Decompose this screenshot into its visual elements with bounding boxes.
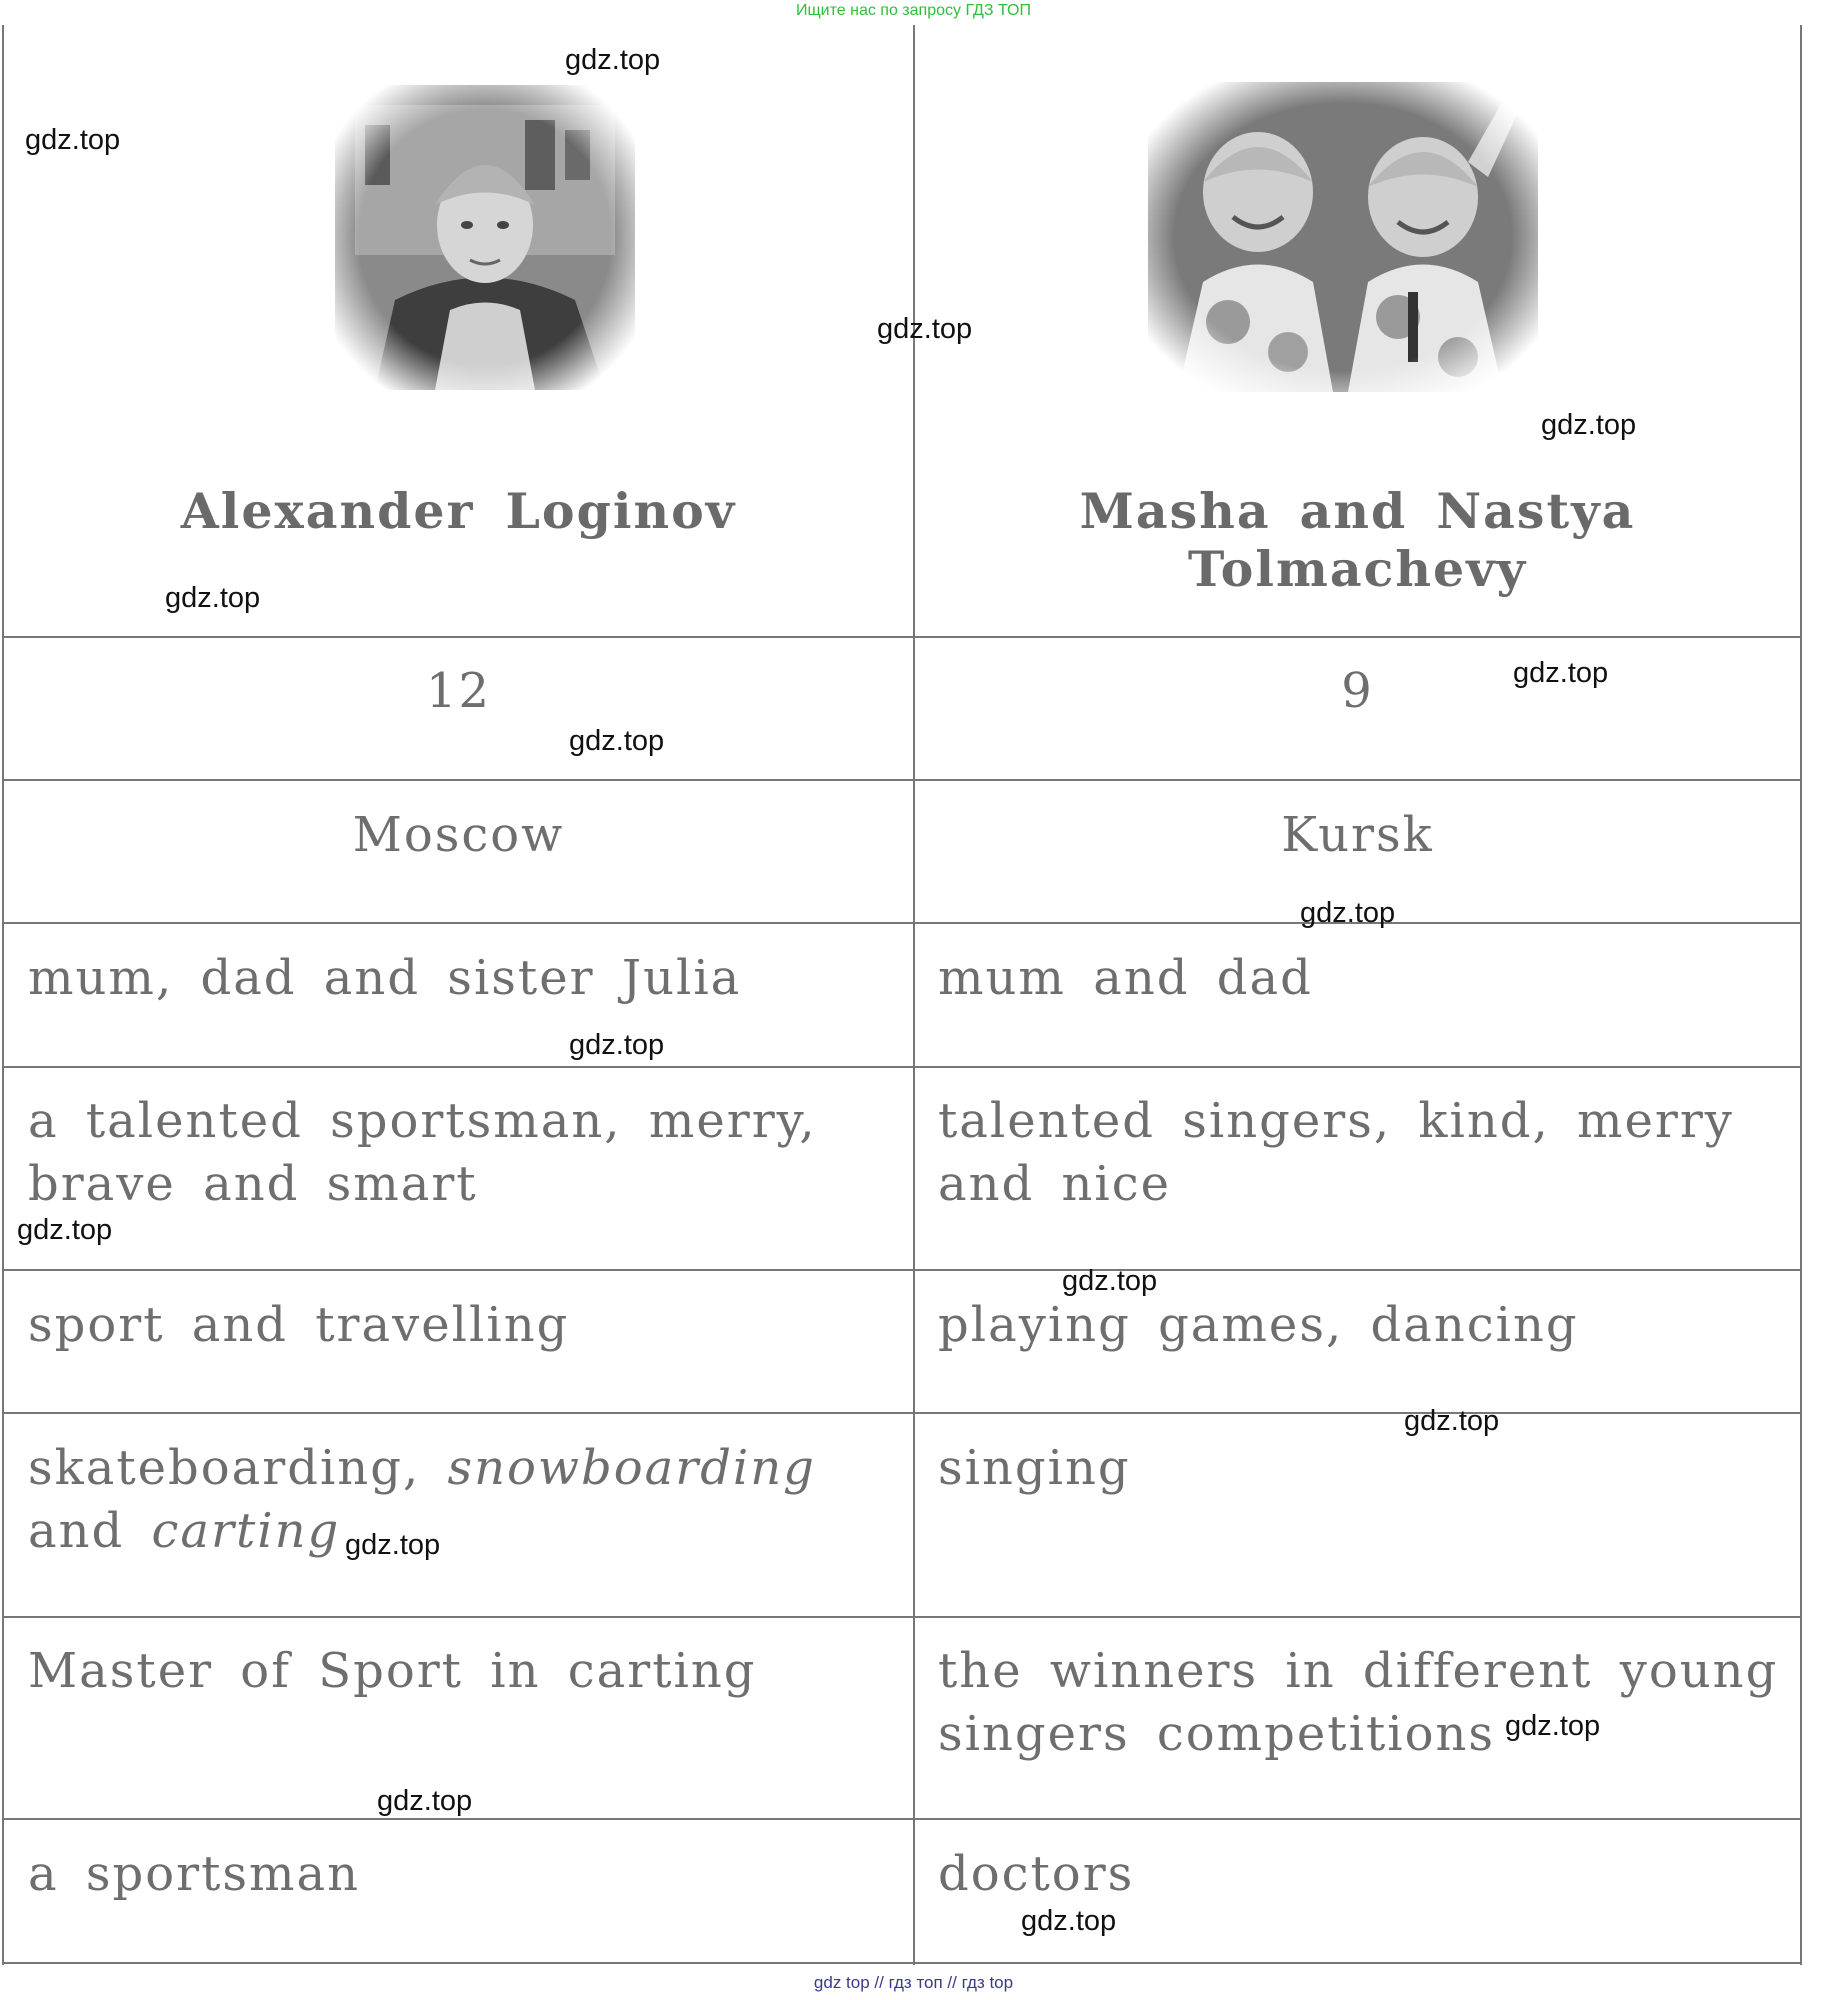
top-banner: Ищите нас по запросу ГДЗ ТОП bbox=[796, 2, 1031, 19]
family-alexander: mum, dad and sister Julia bbox=[28, 950, 742, 1006]
watermark: gdz.top bbox=[1300, 897, 1396, 929]
future-masha-nastya: doctors bbox=[938, 1846, 1135, 1902]
table-left-border bbox=[2, 25, 4, 1965]
table-bottom-border bbox=[2, 1962, 1800, 1964]
city-masha-nastya: Kursk bbox=[1281, 807, 1434, 863]
row-divider-6 bbox=[2, 1412, 1800, 1414]
age-alexander: 12 bbox=[425, 663, 492, 719]
watermark: gdz.top bbox=[1505, 1710, 1601, 1742]
watermark: gdz.top bbox=[565, 44, 661, 76]
hobbies-alexander-part1: skateboarding, bbox=[28, 1440, 421, 1496]
family-masha-nastya: mum and dad bbox=[938, 950, 1313, 1006]
bottom-banner: gdz top // гдз топ // гдз top bbox=[813, 1973, 1014, 1992]
watermark: gdz.top bbox=[17, 1214, 113, 1246]
interests-alexander: sport and travelling bbox=[28, 1297, 570, 1353]
interests-masha-nastya: playing games, dancing bbox=[938, 1297, 1579, 1353]
future-alexander: a sportsman bbox=[28, 1846, 361, 1902]
character-masha-nastya-line1: talented singers, kind, merry bbox=[938, 1093, 1734, 1149]
table-right-border bbox=[1800, 25, 1802, 1965]
character-alexander-line1: a talented sportsman, merry, bbox=[28, 1093, 817, 1149]
character-alexander-line2: brave and smart bbox=[28, 1156, 478, 1212]
watermark: gdz.top bbox=[25, 124, 121, 156]
achievements-alexander: Master of Sport in carting bbox=[28, 1643, 757, 1699]
hobbies-alexander-line2 bbox=[28, 1500, 340, 1563]
name-masha-nastya: Masha and Nastya Tolmachevy bbox=[1079, 482, 1636, 598]
watermark: gdz.top bbox=[569, 1029, 665, 1061]
city-alexander: Moscow bbox=[352, 807, 565, 863]
watermark: gdz.top bbox=[377, 1785, 473, 1817]
photo-alexander bbox=[335, 85, 635, 390]
row-divider-8 bbox=[2, 1818, 1800, 1820]
watermark: gdz.top bbox=[345, 1529, 441, 1561]
hobbies-alexander-line1 bbox=[28, 1437, 816, 1500]
row-divider-3 bbox=[2, 922, 1800, 924]
row-divider-4 bbox=[2, 1066, 1800, 1068]
row-divider-7 bbox=[2, 1616, 1800, 1618]
watermark: gdz.top bbox=[1021, 1905, 1117, 1937]
watermark: gdz.top bbox=[877, 313, 973, 345]
hobbies-alexander-part3: and bbox=[28, 1503, 125, 1559]
character-masha-nastya-line2: and nice bbox=[938, 1156, 1172, 1212]
row-divider-2 bbox=[2, 779, 1800, 781]
row-divider-1 bbox=[2, 636, 1800, 638]
photo-masha-nastya bbox=[1148, 82, 1538, 392]
watermark: gdz.top bbox=[1062, 1265, 1158, 1297]
achievements-masha-nastya-line1: the winners in different young bbox=[938, 1643, 1779, 1699]
achievements-masha-nastya-line2: singers competitions bbox=[938, 1706, 1496, 1762]
row-divider-5 bbox=[2, 1269, 1800, 1271]
watermark: gdz.top bbox=[1404, 1405, 1500, 1437]
hobbies-alexander-part2: snowboarding bbox=[447, 1440, 816, 1496]
watermark: gdz.top bbox=[165, 582, 261, 614]
name-alexander: Alexander Loginov bbox=[180, 482, 737, 540]
hobbies-masha-nastya: singing bbox=[938, 1440, 1131, 1496]
age-masha-nastya: 9 bbox=[1341, 663, 1374, 719]
hobbies-alexander-part4: carting bbox=[151, 1503, 341, 1559]
watermark: gdz.top bbox=[569, 725, 665, 757]
watermark: gdz.top bbox=[1541, 409, 1637, 441]
watermark: gdz.top bbox=[1513, 657, 1609, 689]
